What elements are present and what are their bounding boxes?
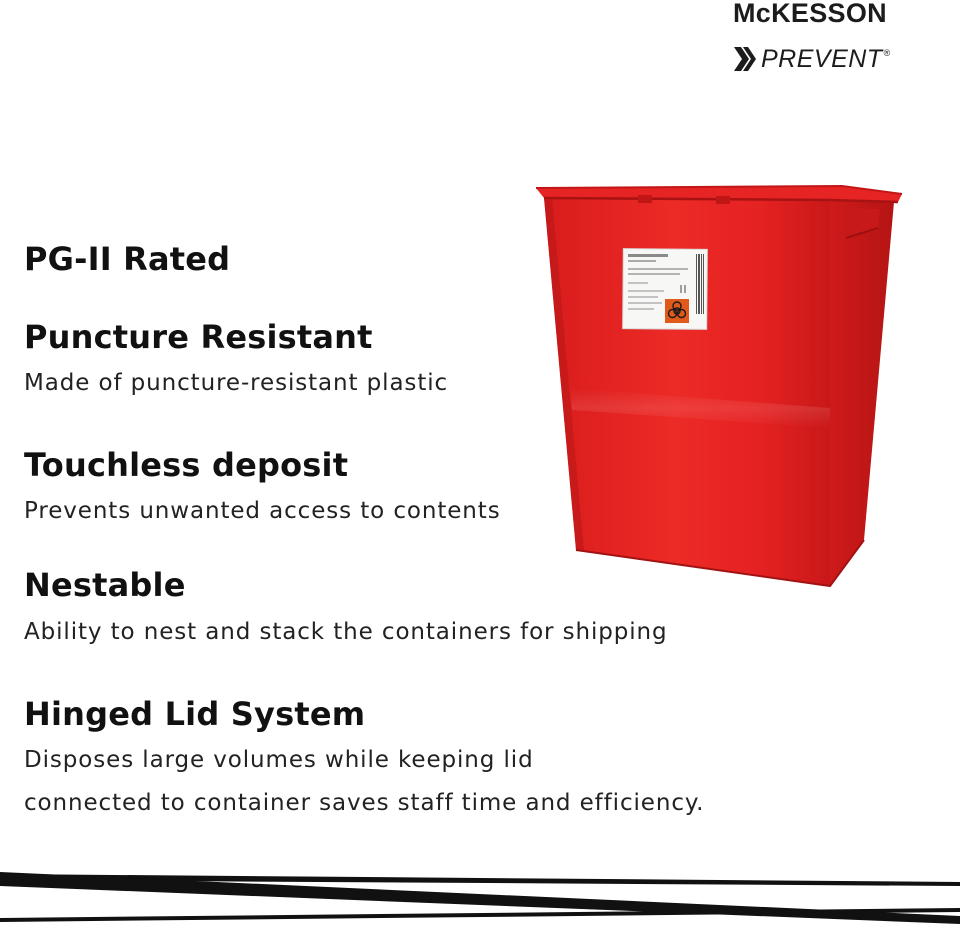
sub-brand-text: PREVENT	[761, 44, 883, 73]
feature-title-hinged-lid: Hinged Lid System	[24, 695, 366, 733]
feature-desc-touchless: Prevents unwanted access to contents	[24, 498, 501, 524]
double-chevron-icon	[733, 44, 759, 74]
feature-title-pg-rating: PG-II Rated	[24, 240, 231, 278]
feature-desc-puncture: Made of puncture-resistant plastic	[24, 370, 449, 396]
sharps-container-image	[530, 178, 910, 598]
feature-desc-hinged-lid-line-2: connected to container saves staff time and efficiency.	[24, 790, 705, 816]
feature-title-nestable: Nestable	[24, 566, 186, 604]
feature-desc-nestable: Ability to nest and stack the containers for shipping	[24, 619, 668, 645]
decorative-lines	[0, 860, 960, 931]
brand-name-text: McKESSON	[733, 0, 887, 28]
brand-logo-prevent	[733, 44, 890, 74]
feature-title-puncture: Puncture Resistant	[24, 318, 373, 356]
feature-desc-hinged-lid-line-1: Disposes large volumes while keeping lid	[24, 747, 534, 773]
feature-title-touchless: Touchless deposit	[24, 446, 349, 484]
registered-mark: ®	[883, 48, 891, 58]
brand-logo-mckesson	[733, 0, 908, 29]
